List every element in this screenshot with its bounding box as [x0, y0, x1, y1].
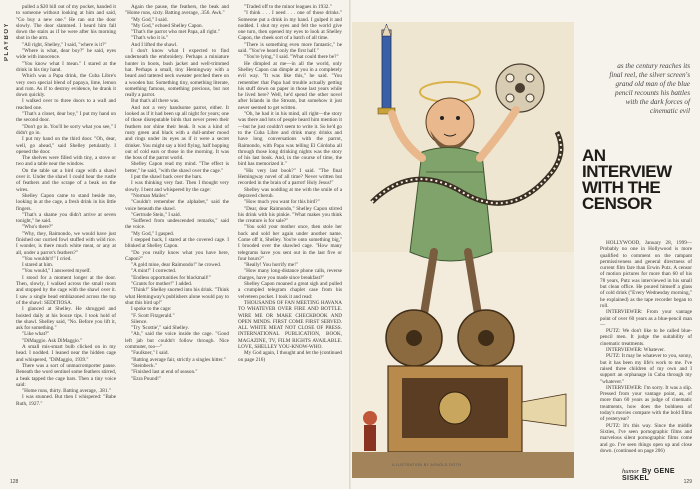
paragraph: INTERVIEWER: From your vantage point of over 60 years as a blue-pencil man—	[600, 309, 692, 328]
paragraph: "That's who it is."	[131, 35, 169, 42]
paragraph: I stepped back, I stared at the covered cage. I blinked at Shelley Capon.	[125, 236, 229, 250]
paragraph: There was a sort of unmacromporter pause. Beneath the word sentinel some feathers stirred, a beak tapped the cage bars. Then a tiny voice said:	[16, 362, 116, 388]
paragraph: And not a very handsome parrot, either. It looked as if it had been up all night for years; one of those disreputable birds that never preen their feathers nor shine their beak. It was a kind of rusty green and black with a dull-amber mood and rings under its eyes as if it were a secret drinker. You might say a bird flying, half hopping out of cold ears or those in the morning. It was the boss of the parrot world.	[125, 104, 229, 162]
paragraph: "Like what?"	[22, 331, 50, 338]
paragraph: "Suffered from undescended remarks," said the voice.	[125, 218, 229, 231]
paragraph: "Try 'Scottie'," said Shelley.	[131, 325, 189, 332]
article-column-2	[125, 4, 229, 469]
paragraph: "You wouldn't!" I cried.	[22, 255, 72, 262]
paragraph: I was stunned. But then I whispered: "Babe Ruth, 1927."	[16, 394, 116, 407]
paragraph: I was thinking very fast. Then I thought very slowly. I bent and whispered by the cage:	[125, 180, 229, 193]
page-number-right: 129	[683, 479, 692, 485]
paragraph: "Steinbeck."	[131, 362, 157, 369]
paragraph: "You know what I mean." I stared at the drink in his tiny hand.	[16, 60, 116, 73]
paragraph: A small mis-smart bulb clicked on in my head. I nodded. I leaned near the hidden cage and whispered, "DiMaggio, 1939."	[16, 344, 116, 363]
paragraph: "Batting average fair, strictly a singles hitter."	[131, 356, 226, 363]
page-number-left: 128	[10, 479, 19, 485]
paragraph: "My God," echoed Shelley Capon.	[131, 22, 203, 29]
paragraph: "His very last book?" I said. "The final Hemingway novel of all time? Never written but recorded in the brain of a parrot! Holy Jesus!"	[238, 167, 342, 187]
paragraph: Shelley Capon read my mind. "The effect is better," he said, "with the shawl over the cage."	[125, 161, 229, 174]
paragraph: "Don't go in. You'll be sorry what you see," I didn't go in.	[16, 123, 116, 136]
illustration-credit: ILLUSTRATION BY ARNOLD ROTH	[392, 463, 461, 467]
headline-line-2: INTERVIEW	[582, 162, 672, 181]
paragraph: I stood for a moment longer at the door. Then, slowly, I walked across the small room and stopped by the cage with the shawl over it. I saw a single bead emblazoned across the top of the shawl: SEDITIOSA.	[16, 274, 116, 306]
paragraph: On the table sat a bird cage with a shawl over it. Under the shawl I could hear the rustle of feathers and the scrape of a beak on the wires.	[16, 167, 116, 193]
paragraph: "How much you want for this bird?"	[244, 199, 320, 206]
paragraph: I walked over to three doors to a wall and reached one.	[16, 98, 116, 111]
byline-author: By GENE SISKEL	[622, 468, 675, 482]
paragraph: "That's a closet, dear boy," I put my hand on the second door.	[16, 111, 116, 124]
paragraph: I stared at him.	[22, 262, 54, 269]
paragraph: "Think!" Shelley snorted into his drink. "Think what Hemingway's publishers alone would pay to shut this bird up!"	[125, 287, 229, 306]
paragraph: "You're lying," I said. "What could there be?"	[244, 54, 339, 61]
article-column-3	[238, 4, 342, 469]
paragraph: "You sold your mother once, then stole her back and sold her again under another name. Come off it, Shelley. You're onto something big," I brooded over the shawled cage. "How many telegrams have you sent out in the last five or four hours?"	[238, 224, 342, 262]
paragraph: "Ezra Pound!"	[131, 375, 162, 382]
paragraph: I spoke to the cage:	[131, 306, 172, 313]
headline-line-3: WITH THE	[582, 178, 661, 197]
headline-line-1: AN	[582, 146, 606, 165]
paragraph: Silence.	[131, 318, 148, 325]
paragraph: "Home runs, thirty. Batting average, .381."	[22, 388, 111, 395]
byline-prefix: humor	[622, 468, 639, 475]
paragraph: PUTZ: It's this way. Since the middle Sixties, I've seen pornographic films and marvelous silent pornographic films come and go. I've seen things open up and close down. (continued on page 206)	[600, 422, 692, 454]
paragraph: I put the shawl back over the bars.	[131, 174, 203, 181]
paragraph: "Finished last at end of season."	[131, 369, 198, 376]
headline-line-4: CENSOR	[582, 194, 652, 213]
paragraph: "Who's there?"	[22, 224, 54, 231]
paragraph: "Couldn't remember the alphabet," said the voice beneath the shawl.	[125, 199, 229, 212]
paragraph: "Where is what, dear boy?" he said, eyes wide with innocence.	[16, 48, 116, 61]
paragraph: I put my hand on the third door. "Oh, dear, well, go ahead," said Shelley petulantly. I opened the door.	[16, 136, 116, 155]
paragraph: "I think . . . I need . . . one of those drinks." Someone put a drink in my hand. I gulped it and nodded. I shut my eyes and felt the world give one turn, then opened my eyes to look at Shelley Capon, the cheek sort of a batch of all time.	[238, 10, 342, 42]
article-headline	[582, 148, 694, 212]
interview-column	[600, 240, 692, 460]
paragraph: I glanced at Shelley. He shrugged and hoisted daily at his booze tips. I took hold of the shawl. Shelley said, "No. Before you lift it, ask for something."	[16, 306, 116, 332]
paragraph: "Really! You horrify me!"	[244, 262, 299, 269]
paragraph: "Norman Mailer."	[131, 192, 169, 199]
film-reel-icon	[496, 64, 544, 112]
paragraph: "Dear, dear Raimondo," Shelley Capon stirred his drink with his pinkie. "What makes you think the creature is for sale?"	[238, 205, 342, 225]
article-dek: as the century reaches its final reel, the silver screen's grand old man of the blue pencil recounts his battles with the dark forces of cinematic evil	[609, 62, 690, 115]
paragraph: "Grants for mother!" I added.	[131, 281, 193, 288]
paragraph: PUTZ: It may be whatever to you, sonny, but it has been my life's work to me. I've raised three children of my own and I support an orphanage in Cuba through my "whatever."	[600, 353, 692, 385]
paragraph: "My God," I gasped.	[131, 230, 174, 237]
paragraph: THOUSANDS OF FAN MEETING HAVANA TO WHATEVER OVER FIRE AND BOTTLE. WIRE ME OR MAKE CHECKBOOK AND OPEN MINDS. FIRST COME FIRST SERVED. ALL WHITE MEAT NOT CLOSE OF PRESS. INTERNATIONAL PUBLICATION, BOOK, MAGAZINE, TV, FILM RIGHTS AVAILABLE. LOVE, SHELLEY YOU-KNOW-WHO.	[238, 299, 342, 351]
paragraph: And I lifted the shawl.	[131, 41, 178, 48]
paragraph: But that's all there was.	[131, 98, 180, 105]
censor-illustration	[352, 22, 574, 478]
paragraph: "That's a shame you didn't arrive at seven tonight," he said.	[16, 211, 116, 225]
paragraph: "Faulkner," I said.	[131, 350, 169, 357]
paragraph: I don't know what I expected to find underneath the embroidery. Perhaps a miniature hunter in boots, bush jacket and well-trimmed hat. Perhaps a small, tiny Hemingway with a beard and tattered neck sweater perched there on a wooden bar. Something tiny, something literate, something famous, something precious, but not really a parrot.	[125, 48, 229, 99]
paragraph: Shelley was nodding at me with the smile of a depraved cherub.	[238, 186, 342, 199]
paragraph: HOLLYWOOD, January 28, 1999—Probably no one in Hollywood is more qualified to comment on the rampant permissiveness and general directness of current film fare than Erwin Putz. A censor of motion pictures for more than 60 of his 78 years, Putz was interviewed in his small but clean office. He poured himself a glass of cold drink ("Every Wednesday morning," he explained) as the tape recorder began to roll.	[600, 240, 692, 309]
paragraph: INTERVIEWER: I'm sorry. It was a slip. Pressed from your vantage point, as, of more than 60 years as judge of cinematic treatments, how does the boldness of today's movies compare with the bold films of yesteryear?	[600, 384, 692, 423]
paragraph: "How many long-distance phone calls, reverse charges, have you made since breakfast?"	[238, 268, 342, 281]
paragraph: "All right, Shelley," I said, "where is it?"	[22, 41, 107, 48]
paragraph: "There is something even more fantastic," he said. "You've heard only the first half."	[238, 41, 342, 55]
paragraph: Which was a Papa drink, the Cuba Libre's very own special blend of papaya, lime, lemon and rum. As if to destroy evidence, he drank it down quickly.	[16, 73, 116, 99]
paragraph: "A gold mine, dear Raimondo!" he crowed.	[131, 262, 222, 269]
page-gutter	[349, 0, 351, 489]
paragraph: Shelley Capon moaned a great sigh and pulled a crumpled telegram chaplet case from his velveteen pocket. I took it and read:	[238, 281, 342, 300]
magazine-name: PLAYBOY	[4, 22, 10, 61]
paragraph: "My God," I said.	[131, 16, 168, 23]
paragraph: "Do you really know what you have here, Capon?"	[125, 249, 229, 262]
paragraph: pulled a $20 bill out of my pocket, handed it to someone without looking at him and said, "Go buy a new one." He ran out the door slowly. The door slammed. I heard him fall down the stairs as if he were after his morning shot in the arm.	[16, 4, 116, 42]
paragraph: "Endless opportunities for blackmail!"	[131, 274, 211, 281]
article-column-1	[16, 4, 116, 469]
paragraph: "Oh, he had it in his mind, all right—the story was there and lots of people heard him mention it—but he just couldn't seem to write it. So he'd go to the Cuba Libre and drink many drinks and have long conversations with the parrot, Raimondo, with Papa was telling El Córdoba all through those long drinking nights was the story of his last book. And, in the course of time, the bird has memorized it."	[238, 111, 342, 168]
paragraph: My God again, I thought and let the (continued on page 216)	[238, 350, 342, 363]
paragraph: PUTZ: We don't like to be called blue-pencil men. It judge the suitability of cinematic treatments.	[600, 328, 692, 347]
paragraph: Shelley Capon came to stand beside me, looking in at the cage, a fresh drink in his little fingers.	[16, 192, 116, 212]
paragraph: He dimpled at me—in all the world, only Shelley Capon can dimple at you in a completely evil way. "It was like this," he said. "You remember that Papa had trouble actually getting his stuff down on paper in those last years while he lived here? Well, he'd spend the other novel after Islands in the Stream, but somehow it just never seemed to get written.	[238, 60, 342, 111]
paragraph: INTERVIEWER: Whatever.	[606, 347, 665, 354]
paragraph: Again the pause, the feathers, the beak and "Home runs, sixty. Batting average, .356. Awk."	[125, 4, 229, 17]
paragraph: "Ah," said the voice inside the cage. "Good left jab but couldn't follow through. Nice commuter, too—"	[125, 331, 229, 351]
paragraph: "Traded off to the minor leagues in 1932."	[244, 4, 332, 10]
paragraph: "DiMaggio. Ask DiMaggio."	[22, 337, 83, 344]
paragraph: "A mint!" I corrected.	[131, 268, 177, 275]
paragraph: "F. Scott Fitzgerald."	[131, 312, 175, 319]
paragraph: "Gertrude Stein," I said.	[131, 211, 181, 218]
paragraph: The shelves were filled with tiny, a stove or two and a table near the window.	[16, 155, 116, 168]
paragraph: "Why, they, Raimondo, we would have just finished our curried fowl stuffed with wild rice. I wonder, is there much white meat, or any at all, under a parrot's feathers?"	[16, 230, 116, 256]
paragraph: "You would," I answered myself.	[22, 268, 91, 275]
paragraph: "That's the parrot who met Papa, all right."	[131, 29, 220, 36]
